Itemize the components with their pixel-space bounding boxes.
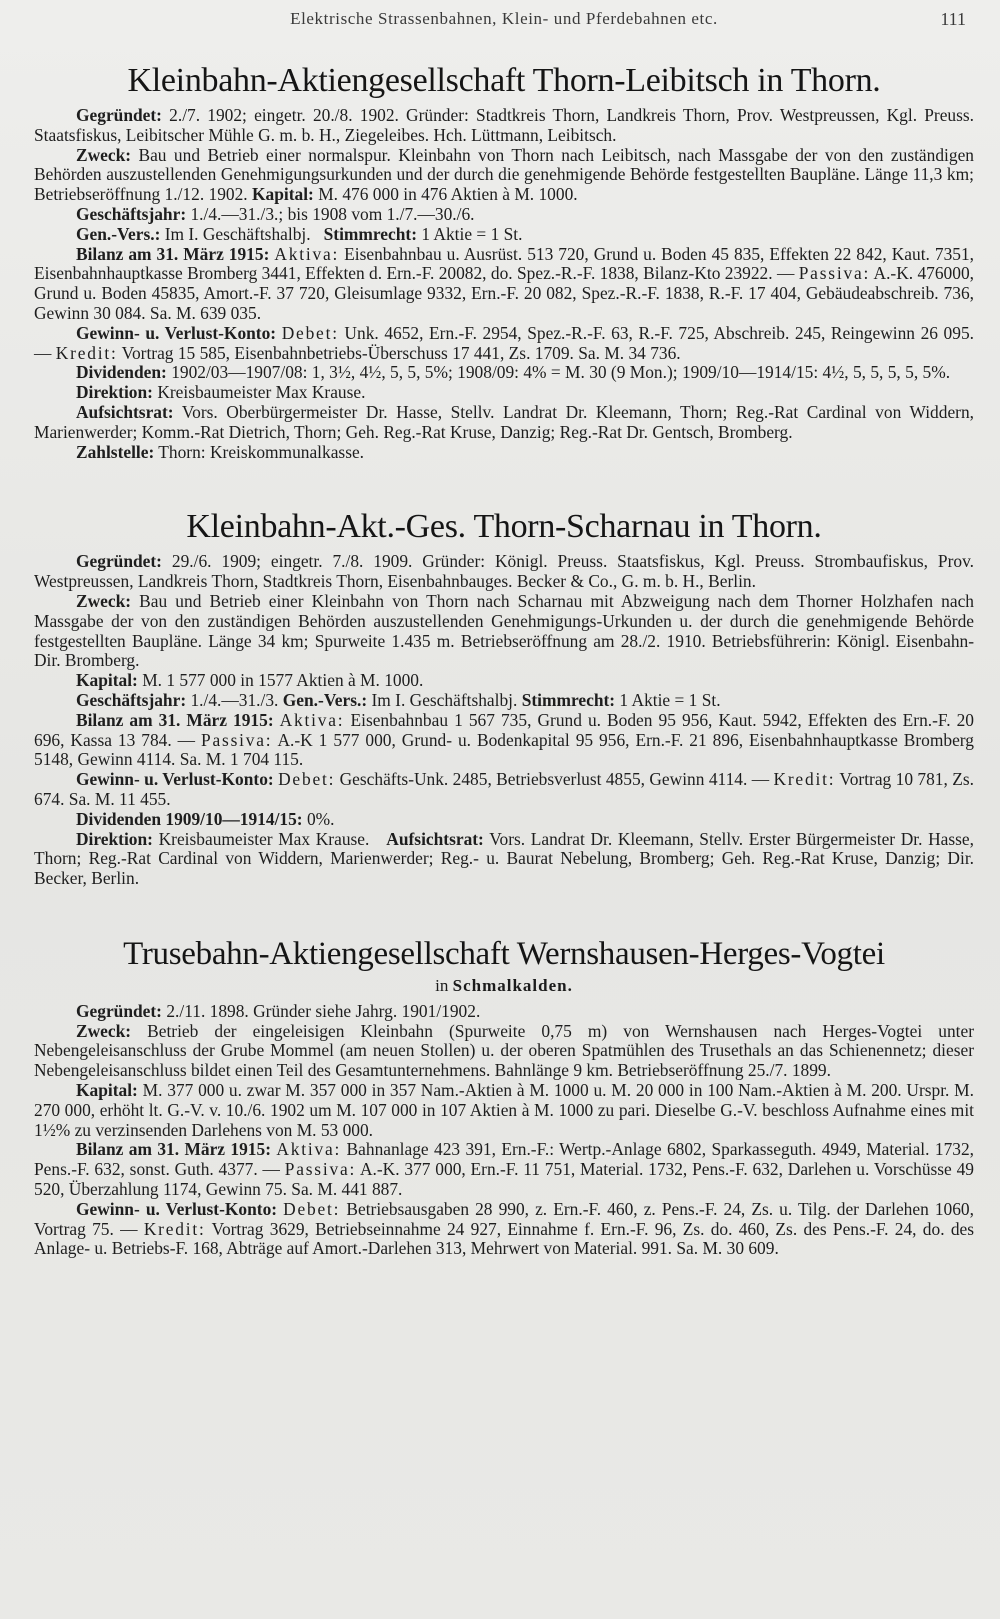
founded-paragraph <box>34 552 974 592</box>
purpose-text: Betrieb der eingeleisigen Kleinbahn (Spurweite 0,75 m) von Wernshausen nach Herges-Vogtei unter Nebengeleisanschluss der Grube Mommel (am neuen Stollen) u. der oberen Spatmühlen des Trusethals an das Schienennetz; dieser Nebengeleisanschluss bildet einen Teil des Gesamtunternehmens. Bahnlänge 9 km. Betriebseröffnung 25./7. 1899. <box>34 1020 974 1081</box>
purpose-paragraph <box>34 592 974 671</box>
paying-agent-label: Zahlstelle: <box>76 441 155 462</box>
assembly-text: Im I. Geschäftshalbj. <box>160 223 311 244</box>
profit-loss-label: Gewinn- u. Verlust-Konto: <box>76 1198 278 1219</box>
debit-text: Geschäfts-Unk. 2485, Betriebsverlust 4855, Gewinn 4114. — <box>335 769 770 790</box>
liabilities-text: A.-K. 377 000, Ern.-F. 11 751, Material. 1732, Pens.-F. 632, Darlehen u. Vorschüsse 49 520, Überzahlung 1174, Gewinn 75. Sa. M. 441 887. <box>34 1159 974 1200</box>
debit-text: Betriebsausgaben 28 990, z. Ern.-F. 460, z. Pens.-F. 24, Zs. u. Tilg. der Darlehen 1060, Vortrag 75. — <box>34 1198 974 1239</box>
assembly-paragraph <box>34 225 974 245</box>
founded-text: 29./6. 1909; eingetr. 7./8. 1909. Gründer: Königl. Preuss. Staatsfiskus, Kgl. Preuss. Strombaufiskus, Prov. Westpreussen, Landkreis Thorn, Stadtkreis Thorn, Eisenbahnbauges. Becker & Co., G. m. b. H., Berlin. <box>34 551 974 592</box>
purpose-text: Bau und Betrieb einer normalspur. Kleinbahn von Thorn nach Leibitsch, nach Massgabe der von den zuständigen Behörden auszustellenden Genehmigungsurkunden und der durch die genehmigende Behörde festgestellten Baupläne. Länge 11,3 km; Betriebseröffnung 1./12. 1902. <box>34 144 974 205</box>
assets-text: Bahnanlage 423 391, Ern.-F.: Wertp.-Anlage 6802, Sparkasseguth. 4949, Material. 1732, Pens.-F. 632, sonst. Guth. 4377. — <box>34 1139 974 1180</box>
founded-paragraph <box>34 1002 974 1022</box>
founded-text: 2./11. 1898. Gründer siehe Jahrg. 1901/1902. <box>161 1000 481 1021</box>
balance-label: Bilanz am 31. März 1915: <box>76 709 274 730</box>
assets-text: Eisenbahnbau u. Ausrüst. 513 720, Grund u. Boden 45 835, Effekten 22 842, Kaut. 7351, Eisenbahnhauptkasse Bromberg 3441, Effekten d. Ern.-F. 20082, do. Spez.-R.-F. 1838, Bilanz-Kto 23922. — <box>34 243 975 284</box>
purpose-label: Zweck: <box>76 590 132 611</box>
debit-label: Debet: <box>278 769 336 790</box>
assets-text: Eisenbahnbau 1 567 735, Grund u. Boden 95 956, Kaut. 5942, Effekten des Ern.-F. 20 696, Kassa 13 784. — <box>34 709 974 750</box>
assets-label: Aktiva: <box>276 1139 342 1160</box>
company-entry-trusebahn <box>34 933 974 1259</box>
board-text: Kreisbaumeister Max Krause. <box>152 382 366 403</box>
profit-loss-paragraph <box>34 770 974 810</box>
balance-paragraph <box>34 245 974 324</box>
founded-label: Gegründet: <box>76 1000 162 1021</box>
purpose-text: Bau und Betrieb einer Kleinbahn von Thorn nach Scharnau mit Abzweigung nach dem Thorner Holzhafen nach Massgabe der von den zuständigen Behörden auszustellenden Genehmigungs-Urkunden u. der durch die genehmigende Behörde festgestellten Baupläne. Länge 34 km; Spurweite 1.435 m. Betriebseröffnung am 28./2. 1910. Betriebsführerin: Königl. Eisenbahn-Dir. Bromberg. <box>34 590 974 671</box>
supervisory-label: Aufsichtsrat: <box>386 828 484 849</box>
supervisory-label: Aufsichtsrat: <box>76 401 174 422</box>
capital-paragraph <box>34 671 974 691</box>
board-text: Kreisbaumeister Max Krause. <box>152 828 370 849</box>
balance-label: Bilanz am 31. März 1915: <box>76 243 270 264</box>
balance-label: Bilanz am 31. März 1915: <box>76 1139 271 1160</box>
supervisory-paragraph <box>34 403 974 443</box>
debit-label: Debet: <box>281 322 339 343</box>
paying-agent-paragraph <box>34 443 974 463</box>
assets-label: Aktiva: <box>279 709 345 730</box>
purpose-paragraph <box>34 1022 974 1081</box>
voting-label: Stimmrecht: <box>323 223 417 244</box>
company-title: Kleinbahn-Akt.-Ges. Thorn-Scharnau in Thorn. <box>186 508 822 546</box>
assembly-label: Gen.-Vers.: <box>76 223 161 244</box>
dividends-label: Dividenden: <box>76 362 167 383</box>
location-place: Schmalkalden. <box>452 975 573 995</box>
company-entry-thorn-leibitsch <box>34 60 974 462</box>
running-head-title: Elektrische Strassenbahnen, Klein- und Pferdebahnen etc. <box>290 9 718 28</box>
founded-label: Gegründet: <box>76 551 162 572</box>
paying-agent-text: Thorn: Kreiskommunalkasse. <box>154 441 365 462</box>
fiscal-year-text: 1./4.—31./3.; bis 1908 vom 1./7.—30./6. <box>186 203 475 224</box>
board-label: Direktion: <box>76 382 153 403</box>
board-label: Direktion: <box>76 828 153 849</box>
company-entry-thorn-scharnau <box>34 506 974 889</box>
fiscal-year-paragraph <box>34 205 974 225</box>
credit-text: Vortrag 3629, Betriebseinnahme 24 927, Einnahme f. Ern.-F. 96, Zs. do. 460, Zs. des Pens.-F. 24, do. des Anlage- u. Betriebs-F. 168, Abträge auf Amort.-Darlehen 313, Mehrwert von Material. 991. Sa. M. 30 609. <box>34 1218 975 1259</box>
purpose-label: Zweck: <box>76 1020 132 1041</box>
location-prefix: in <box>435 975 453 995</box>
debit-text: Unk. 4652, Ern.-F. 2954, Spez.-R.-F. 63, R.-F. 725, Abschreib. 245, Reingewinn 26 095. — <box>34 322 974 363</box>
capital-text: M. 377 000 u. zwar M. 357 000 in 357 Nam.-Aktien à M. 1000 u. M. 20 000 in 100 Nam.-Aktien à M. 200. Urspr. M. 270 000, erhöht lt. G.-V. v. 10./6. 1902 um M. 107 000 in 107 Aktien à M. 1000 zu pari. Dieselbe G.-V. beschloss Aufnahme eines mit 1½% zu verzinsenden Darlehens von M. 53 000. <box>34 1080 974 1140</box>
profit-loss-label: Gewinn- u. Verlust-Konto: <box>76 322 277 343</box>
page-number: 111 <box>940 9 966 29</box>
liabilities-label: Passiva: <box>201 729 273 750</box>
profit-loss-label: Gewinn- u. Verlust-Konto: <box>76 769 274 790</box>
running-head <box>34 9 974 35</box>
capital-text: M. 1 577 000 in 1577 Aktien à M. 1000. <box>137 670 424 691</box>
voting-label: Stimmrecht: <box>521 689 616 710</box>
fiscal-year-label: Geschäftsjahr: <box>76 203 187 224</box>
liabilities-label: Passiva: <box>798 263 871 284</box>
liabilities-text: A.-K. 476000, Grund u. Boden 45835, Amort.-F. 37 720, Gleisumlage 9332, Ern.-F. 20 082, Spez.-R.-F. 1838, R.-F. 17 404, Gebäudeabschreib. 736, Gewinn 30 084. Sa. M. 639 035. <box>34 263 974 323</box>
dividends-label: Dividenden 1909/10—1914/15: <box>76 808 303 829</box>
purpose-paragraph <box>34 146 974 205</box>
purpose-label: Zweck: <box>76 144 132 165</box>
dividends-paragraph <box>34 363 974 383</box>
capital-label: Kapital: <box>76 1080 138 1101</box>
credit-label: Kredit: <box>773 769 836 790</box>
fiscal-year-paragraph <box>34 691 974 711</box>
page-content <box>34 60 974 1259</box>
credit-label: Kredit: <box>55 342 118 363</box>
founded-text: 2./7. 1902; eingetr. 20./8. 1902. Gründer: Stadtkreis Thorn, Landkreis Thorn, Prov. Westpreussen, Kgl. Preuss. Staatsfiskus, Leibitscher Mühle G. m. b. H., Ziegeleibes. Hch. Lüttmann, Leibitsch. <box>34 105 974 145</box>
credit-text: Vortrag 15 585, Eisenbahnbetriebs-Überschuss 17 441, Zs. 1709. Sa. M. 34 736. <box>117 342 681 363</box>
voting-text: 1 Aktie = 1 St. <box>615 689 721 710</box>
company-title: Kleinbahn-Aktiengesellschaft Thorn-Leibitsch in Thorn. <box>127 62 881 99</box>
liabilities-label: Passiva: <box>284 1159 357 1180</box>
balance-paragraph <box>34 711 974 770</box>
capital-label: Kapital: <box>76 670 138 691</box>
credit-text: Vortrag 10 781, Zs. 674. Sa. M. 11 455. <box>34 769 974 809</box>
balance-paragraph <box>34 1140 974 1199</box>
debit-label: Debet: <box>283 1198 341 1219</box>
dividends-text: 1902/03—1907/08: 1, 3½, 4½, 5, 5, 5%; 1908/09: 4% = M. 30 (9 Mon.); 1909/10—1914/15: 4½, 5, 5, 5, 5, 5%. <box>166 362 951 383</box>
assembly-label: Gen.-Vers.: <box>282 689 368 710</box>
board-paragraph <box>34 383 974 403</box>
dividends-text: 0%. <box>302 808 335 829</box>
fiscal-year-text: 1./4.—31./3. <box>186 689 279 710</box>
founded-paragraph <box>34 106 974 146</box>
founded-label: Gegründet: <box>76 105 162 125</box>
supervisory-text: Vors. Oberbürgermeister Dr. Hasse, Stellv. Landrat Dr. Kleemann, Thorn; Reg.-Rat Cardinal von Widdern, Marienwerder; Komm.-Rat Dietrich, Thorn; Geh. Reg.-Rat Kruse, Danzig; Reg.-Rat Dr. Gentsch, Bromberg. <box>34 401 974 442</box>
capital-label: Kapital: <box>252 184 314 205</box>
company-title: Trusebahn-Aktiengesellschaft Wernshausen-Herges-Vogtei <box>123 935 885 972</box>
assembly-text: Im I. Geschäftshalbj. <box>367 689 518 710</box>
supervisory-text: Vors. Landrat Dr. Kleemann, Stellv. Erster Bürgermeister Dr. Hasse, Thorn; Reg.-Rat Cardinal von Widdern, Marienwerder; Reg.- u. Baurat Nebelung, Bromberg; Geh. Reg.-Rat Kruse, Danzig; Dir. Becker, Berlin. <box>34 828 974 889</box>
assets-label: Aktiva: <box>274 243 340 264</box>
profit-loss-paragraph <box>34 1200 974 1259</box>
dividends-paragraph <box>34 810 974 830</box>
board-paragraph <box>34 830 974 889</box>
voting-text: 1 Aktie = 1 St. <box>417 223 523 244</box>
liabilities-text: A.-K 1 577 000, Grund- u. Bodenkapital 95 956, Ern.-F. 21 896, Eisenbahnhauptkasse Bromberg 5148, Gewinn 4114. Sa. M. 1 704 115. <box>34 729 974 770</box>
fiscal-year-label: Geschäftsjahr: <box>76 689 187 710</box>
capital-paragraph <box>34 1081 974 1140</box>
capital-text: M. 476 000 in 476 Aktien à M. 1000. <box>313 184 578 205</box>
credit-label: Kredit: <box>143 1218 206 1239</box>
profit-loss-paragraph <box>34 324 974 364</box>
company-location <box>34 975 974 996</box>
